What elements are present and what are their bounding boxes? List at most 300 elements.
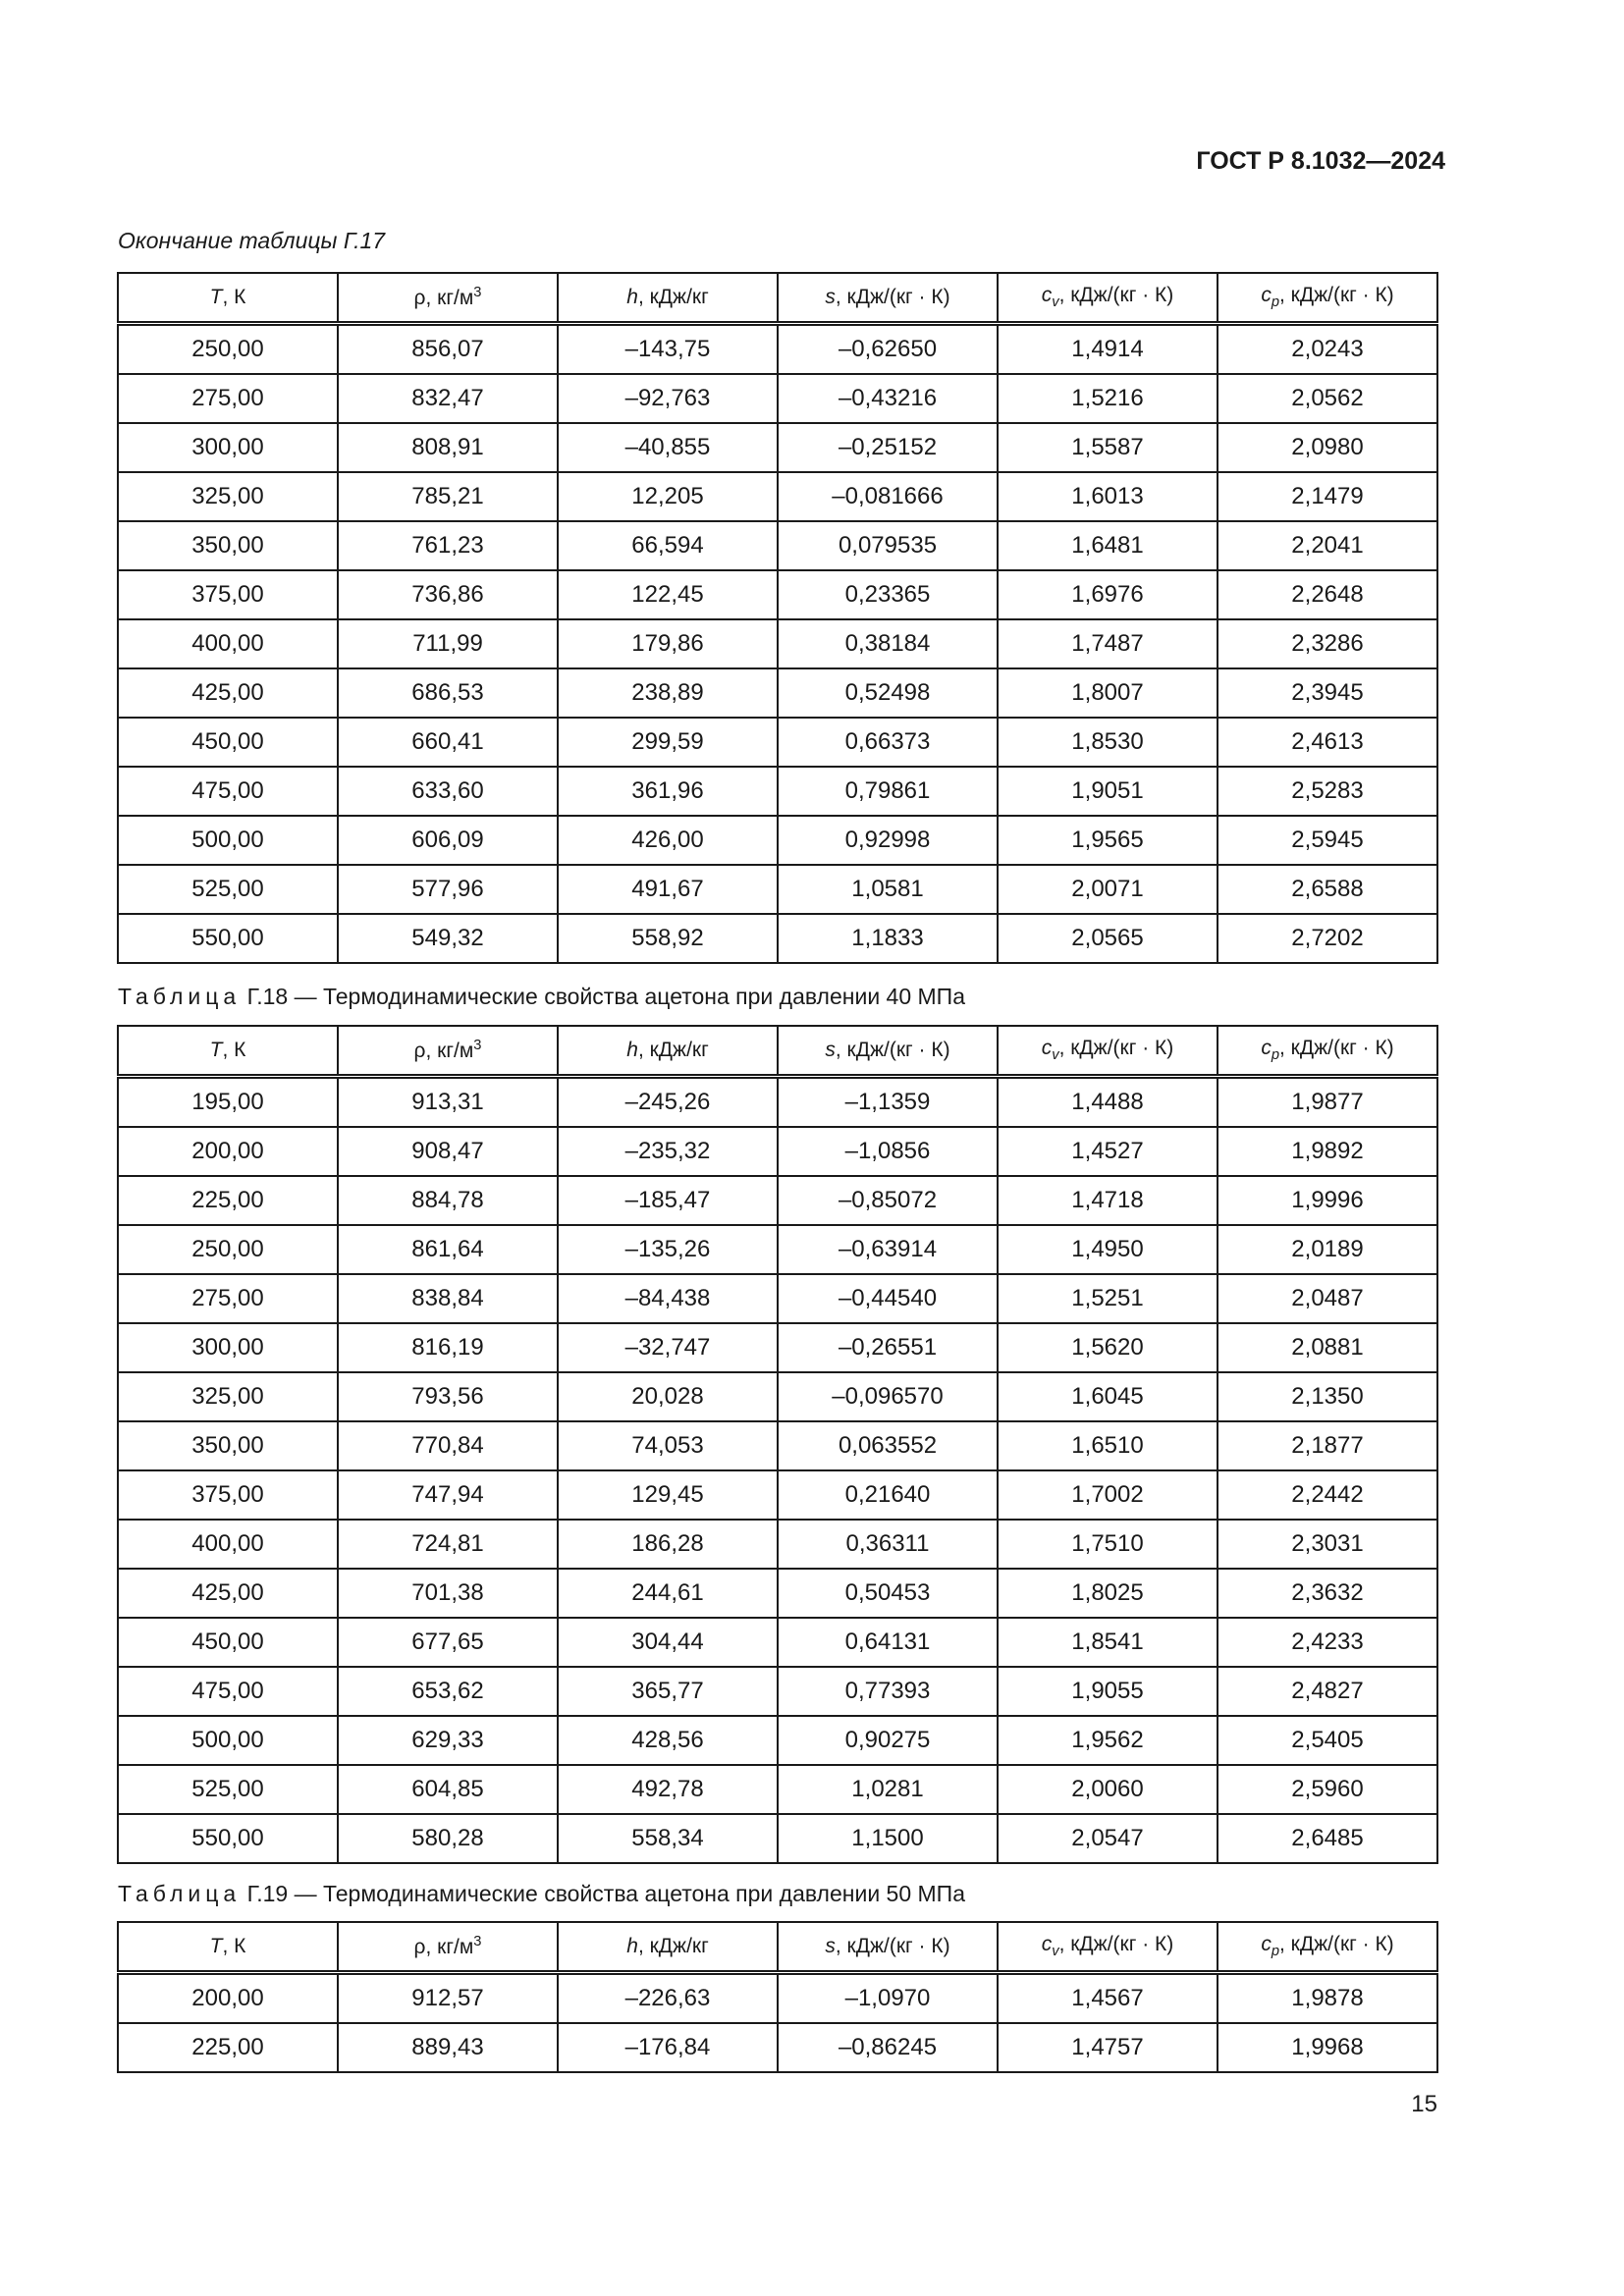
cell-cv: 1,6481 [998, 521, 1218, 570]
column-header-h [558, 1922, 778, 1973]
cell-cv: 1,5216 [998, 374, 1218, 423]
subscript: p [1271, 294, 1279, 311]
cell-h: 299,59 [558, 718, 778, 767]
cell-cp: 2,1350 [1218, 1372, 1437, 1421]
cell-s: 1,1833 [778, 914, 998, 963]
table-row [118, 1127, 1437, 1176]
table-header [118, 1026, 1437, 1077]
column-header-s [778, 273, 998, 324]
unit: , кДж/(кг · К) [835, 1039, 950, 1061]
cell-h: 129,45 [558, 1470, 778, 1520]
column-header-cp [1218, 1922, 1437, 1973]
cell-cp: 2,0980 [1218, 423, 1437, 472]
cell-cv: 1,8007 [998, 668, 1218, 718]
cell-cp: 2,0243 [1218, 324, 1437, 375]
cell-cv: 1,8025 [998, 1569, 1218, 1618]
cell-cv: 1,6510 [998, 1421, 1218, 1470]
cell-cv: 1,4527 [998, 1127, 1218, 1176]
cell-rho: 912,57 [338, 1973, 558, 2024]
superscript: 3 [473, 285, 482, 300]
cell-T: 350,00 [118, 1421, 338, 1470]
cell-h: 428,56 [558, 1716, 778, 1765]
cell-h: 20,028 [558, 1372, 778, 1421]
cell-cp: 1,9878 [1218, 1973, 1437, 2024]
cell-cp: 2,4827 [1218, 1667, 1437, 1716]
cell-T: 300,00 [118, 1323, 338, 1372]
cell-cp: 2,6485 [1218, 1814, 1437, 1863]
superscript: 3 [473, 1934, 482, 1949]
cell-cp: 2,3286 [1218, 619, 1437, 668]
cell-rho: 747,94 [338, 1470, 558, 1520]
cell-cv: 1,9562 [998, 1716, 1218, 1765]
symbol: ρ [413, 1040, 426, 1062]
cell-cv: 1,6976 [998, 570, 1218, 619]
cell-cv: 2,0565 [998, 914, 1218, 963]
cell-cp: 2,3632 [1218, 1569, 1437, 1618]
cell-cv: 1,7487 [998, 619, 1218, 668]
table-row [118, 1323, 1437, 1372]
unit: , К [222, 1935, 246, 1957]
cell-rho: 606,09 [338, 816, 558, 865]
subscript: p [1271, 1047, 1279, 1064]
symbol: c [1261, 1933, 1272, 1956]
unit: , кДж/(кг · К) [1278, 1037, 1394, 1060]
cell-cv: 2,0547 [998, 1814, 1218, 1863]
cell-T: 475,00 [118, 1667, 338, 1716]
cell-s: –0,096570 [778, 1372, 998, 1421]
cell-T: 525,00 [118, 865, 338, 914]
cell-cp: 2,4233 [1218, 1618, 1437, 1667]
cell-cv: 2,0060 [998, 1765, 1218, 1814]
cell-rho: 736,86 [338, 570, 558, 619]
cell-h: –84,438 [558, 1274, 778, 1323]
symbol: c [1041, 284, 1053, 307]
cell-cv: 1,4567 [998, 1973, 1218, 2024]
cell-cp: 2,3945 [1218, 668, 1437, 718]
table-row [118, 2023, 1437, 2072]
symbol: h [626, 286, 638, 308]
table-row [118, 1225, 1437, 1274]
cell-cp: 2,7202 [1218, 914, 1437, 963]
cell-s: 0,50453 [778, 1569, 998, 1618]
cell-T: 195,00 [118, 1077, 338, 1128]
table-row [118, 1765, 1437, 1814]
table-row [118, 1814, 1437, 1863]
column-header-T [118, 1026, 338, 1077]
superscript: 3 [473, 1038, 482, 1053]
cell-rho: 701,38 [338, 1569, 558, 1618]
table-row [118, 718, 1437, 767]
table-body [118, 324, 1437, 964]
cell-s: –0,26551 [778, 1323, 998, 1372]
unit: , кДж/кг [637, 286, 709, 308]
cell-T: 375,00 [118, 570, 338, 619]
cell-cv: 1,8541 [998, 1618, 1218, 1667]
cell-s: 1,0581 [778, 865, 998, 914]
cell-rho: 856,07 [338, 324, 558, 375]
cell-h: 558,92 [558, 914, 778, 963]
table-title: Г.19 — Термодинамические свойства ацетона при давлении 50 МПа [246, 1881, 966, 1906]
table-header [118, 1922, 1437, 1973]
table-label: Таблица [118, 1881, 242, 1906]
cell-T: 550,00 [118, 1814, 338, 1863]
cell-s: 0,66373 [778, 718, 998, 767]
table-row [118, 1667, 1437, 1716]
unit: , кДж/(кг · К) [1278, 284, 1394, 307]
cell-rho: 686,53 [338, 668, 558, 718]
table-title: Г.18 — Термодинамические свойства ацетона при давлении 40 МПа [246, 984, 966, 1009]
cell-cv: 1,8530 [998, 718, 1218, 767]
cell-cv: 1,4950 [998, 1225, 1218, 1274]
unit: , кДж/(кг · К) [1058, 1933, 1174, 1956]
unit: , К [222, 1039, 246, 1061]
cell-T: 425,00 [118, 1569, 338, 1618]
cell-s: –0,62650 [778, 324, 998, 375]
column-header-h [558, 1026, 778, 1077]
column-header-cp [1218, 273, 1437, 324]
table-g19 [117, 1921, 1438, 2073]
unit: , кДж/(кг · К) [1278, 1933, 1394, 1956]
table-row [118, 1077, 1437, 1128]
cell-h: 179,86 [558, 619, 778, 668]
cell-s: 1,0281 [778, 1765, 998, 1814]
cell-T: 375,00 [118, 1470, 338, 1520]
cell-T: 550,00 [118, 914, 338, 963]
cell-h: –40,855 [558, 423, 778, 472]
cell-cv: 1,4488 [998, 1077, 1218, 1128]
cell-s: 0,92998 [778, 816, 998, 865]
table-row [118, 1716, 1437, 1765]
cell-T: 475,00 [118, 767, 338, 816]
column-header-cv [998, 273, 1218, 324]
cell-cv: 1,6013 [998, 472, 1218, 521]
cell-cv: 1,5620 [998, 1323, 1218, 1372]
cell-cp: 2,4613 [1218, 718, 1437, 767]
cell-T: 350,00 [118, 521, 338, 570]
cell-s: 0,64131 [778, 1618, 998, 1667]
cell-rho: 660,41 [338, 718, 558, 767]
symbol: h [626, 1935, 638, 1957]
table-row [118, 570, 1437, 619]
symbol: c [1041, 1933, 1053, 1956]
cell-T: 225,00 [118, 1176, 338, 1225]
column-header-h [558, 273, 778, 324]
symbol: T [209, 1935, 223, 1957]
cell-rho: 604,85 [338, 1765, 558, 1814]
cell-T: 450,00 [118, 718, 338, 767]
column-header-cv [998, 1922, 1218, 1973]
symbol: s [825, 1935, 836, 1957]
unit: , кДж/кг [637, 1935, 709, 1957]
table-g17 [117, 272, 1438, 964]
cell-s: –1,0970 [778, 1973, 998, 2024]
table-row [118, 767, 1437, 816]
unit: , К [222, 286, 246, 308]
cell-h: 66,594 [558, 521, 778, 570]
cell-T: 325,00 [118, 472, 338, 521]
unit: , кДж/(кг · К) [835, 286, 950, 308]
table-row [118, 423, 1437, 472]
cell-rho: 908,47 [338, 1127, 558, 1176]
cell-rho: 580,28 [338, 1814, 558, 1863]
column-header-rho [338, 273, 558, 324]
cell-h: 361,96 [558, 767, 778, 816]
cell-h: 244,61 [558, 1569, 778, 1618]
cell-T: 200,00 [118, 1127, 338, 1176]
cell-s: –0,25152 [778, 423, 998, 472]
cell-rho: 711,99 [338, 619, 558, 668]
table-body [118, 1973, 1437, 2073]
unit: , кДж/кг [637, 1039, 709, 1061]
cell-cv: 1,7002 [998, 1470, 1218, 1520]
table-label: Таблица [118, 984, 242, 1009]
cell-cp: 2,6588 [1218, 865, 1437, 914]
symbol: s [825, 1039, 836, 1061]
cell-cp: 2,0487 [1218, 1274, 1437, 1323]
page-number: 15 [1411, 2091, 1437, 2117]
cell-s: –1,1359 [778, 1077, 998, 1128]
table-row [118, 914, 1437, 963]
cell-rho: 884,78 [338, 1176, 558, 1225]
cell-rho: 838,84 [338, 1274, 558, 1323]
cell-cp: 1,9892 [1218, 1127, 1437, 1176]
cell-T: 275,00 [118, 374, 338, 423]
cell-cv: 2,0071 [998, 865, 1218, 914]
symbol: c [1261, 1037, 1272, 1060]
cell-cp: 2,5945 [1218, 816, 1437, 865]
cell-cp: 2,1479 [1218, 472, 1437, 521]
unit: , кДж/(кг · К) [1058, 284, 1174, 307]
table17-caption: Окончание таблицы Г.17 [118, 228, 386, 253]
unit: , кДж/(кг · К) [835, 1935, 950, 1957]
cell-h: –135,26 [558, 1225, 778, 1274]
cell-T: 400,00 [118, 619, 338, 668]
cell-h: 426,00 [558, 816, 778, 865]
cell-cp: 1,9968 [1218, 2023, 1437, 2072]
cell-h: 186,28 [558, 1520, 778, 1569]
cell-rho: 577,96 [338, 865, 558, 914]
cell-h: –245,26 [558, 1077, 778, 1128]
column-header-rho [338, 1026, 558, 1077]
cell-rho: 832,47 [338, 374, 558, 423]
cell-rho: 549,32 [338, 914, 558, 963]
cell-T: 300,00 [118, 423, 338, 472]
cell-rho: 816,19 [338, 1323, 558, 1372]
cell-rho: 808,91 [338, 423, 558, 472]
cell-s: 0,79861 [778, 767, 998, 816]
symbol: ρ [413, 287, 426, 309]
table-row [118, 668, 1437, 718]
cell-rho: 793,56 [338, 1372, 558, 1421]
cell-T: 250,00 [118, 324, 338, 375]
cell-h: –226,63 [558, 1973, 778, 2024]
cell-cv: 1,4914 [998, 324, 1218, 375]
cell-s: 0,21640 [778, 1470, 998, 1520]
cell-T: 225,00 [118, 2023, 338, 2072]
cell-s: 0,77393 [778, 1667, 998, 1716]
cell-cp: 2,1877 [1218, 1421, 1437, 1470]
cell-rho: 785,21 [338, 472, 558, 521]
symbol: c [1261, 284, 1272, 307]
cell-T: 250,00 [118, 1225, 338, 1274]
cell-h: 492,78 [558, 1765, 778, 1814]
column-header-T [118, 273, 338, 324]
cell-rho: 861,64 [338, 1225, 558, 1274]
column-header-s [778, 1922, 998, 1973]
cell-s: 0,23365 [778, 570, 998, 619]
cell-T: 325,00 [118, 1372, 338, 1421]
cell-cv: 1,7510 [998, 1520, 1218, 1569]
cell-rho: 653,62 [338, 1667, 558, 1716]
header-row [118, 273, 1437, 324]
symbol: s [825, 286, 836, 308]
cell-s: 0,079535 [778, 521, 998, 570]
cell-s: –0,43216 [778, 374, 998, 423]
cell-T: 500,00 [118, 816, 338, 865]
cell-rho: 889,43 [338, 2023, 558, 2072]
column-header-T [118, 1922, 338, 1973]
table-row [118, 374, 1437, 423]
table-row [118, 1618, 1437, 1667]
cell-T: 425,00 [118, 668, 338, 718]
cell-h: 491,67 [558, 865, 778, 914]
cell-s: 0,52498 [778, 668, 998, 718]
cell-cv: 1,5251 [998, 1274, 1218, 1323]
table19-caption [118, 1881, 965, 1907]
cell-cp: 1,9996 [1218, 1176, 1437, 1225]
cell-h: 558,34 [558, 1814, 778, 1863]
symbol: c [1041, 1037, 1053, 1060]
table-row [118, 816, 1437, 865]
cell-cv: 1,5587 [998, 423, 1218, 472]
cell-cv: 1,6045 [998, 1372, 1218, 1421]
table-row [118, 1421, 1437, 1470]
table-g18 [117, 1025, 1438, 1864]
cell-h: 304,44 [558, 1618, 778, 1667]
table-row [118, 1372, 1437, 1421]
cell-s: 0,063552 [778, 1421, 998, 1470]
cell-cp: 2,0881 [1218, 1323, 1437, 1372]
unit: , кг/м [425, 1936, 474, 1958]
subscript: p [1271, 1944, 1279, 1960]
cell-T: 525,00 [118, 1765, 338, 1814]
cell-h: –32,747 [558, 1323, 778, 1372]
cell-s: –0,63914 [778, 1225, 998, 1274]
cell-s: 0,38184 [778, 619, 998, 668]
cell-cv: 1,4718 [998, 1176, 1218, 1225]
cell-s: 0,90275 [778, 1716, 998, 1765]
table-row [118, 619, 1437, 668]
cell-h: 122,45 [558, 570, 778, 619]
cell-h: –235,32 [558, 1127, 778, 1176]
table-row [118, 324, 1437, 375]
cell-cp: 2,2648 [1218, 570, 1437, 619]
header-row [118, 1026, 1437, 1077]
cell-T: 400,00 [118, 1520, 338, 1569]
subscript: v [1052, 1944, 1059, 1960]
table-row [118, 1520, 1437, 1569]
cell-s: –0,85072 [778, 1176, 998, 1225]
cell-h: 238,89 [558, 668, 778, 718]
cell-h: 12,205 [558, 472, 778, 521]
cell-T: 500,00 [118, 1716, 338, 1765]
cell-s: 0,36311 [778, 1520, 998, 1569]
cell-s: –0,44540 [778, 1274, 998, 1323]
cell-h: 365,77 [558, 1667, 778, 1716]
cell-cp: 2,3031 [1218, 1520, 1437, 1569]
table-row [118, 1470, 1437, 1520]
symbol: T [209, 1039, 223, 1061]
cell-rho: 761,23 [338, 521, 558, 570]
symbol: h [626, 1039, 638, 1061]
cell-T: 200,00 [118, 1973, 338, 2024]
cell-rho: 677,65 [338, 1618, 558, 1667]
cell-cp: 2,0562 [1218, 374, 1437, 423]
cell-cv: 1,9051 [998, 767, 1218, 816]
subscript: v [1052, 1047, 1059, 1064]
document-code: ГОСТ Р 8.1032—2024 [1196, 147, 1445, 175]
cell-cp: 2,2041 [1218, 521, 1437, 570]
cell-s: –0,081666 [778, 472, 998, 521]
cell-s: 1,1500 [778, 1814, 998, 1863]
unit: , кДж/(кг · К) [1058, 1037, 1174, 1060]
table-body [118, 1077, 1437, 1864]
cell-h: –92,763 [558, 374, 778, 423]
cell-cp: 2,5405 [1218, 1716, 1437, 1765]
table18-caption [118, 984, 965, 1010]
unit: , кг/м [425, 1040, 474, 1062]
cell-cp: 2,5283 [1218, 767, 1437, 816]
table-row [118, 472, 1437, 521]
table-row [118, 1569, 1437, 1618]
symbol: ρ [413, 1936, 426, 1958]
cell-s: –1,0856 [778, 1127, 998, 1176]
column-header-cp [1218, 1026, 1437, 1077]
table-row [118, 865, 1437, 914]
symbol: T [209, 286, 223, 308]
header-row [118, 1922, 1437, 1973]
cell-rho: 724,81 [338, 1520, 558, 1569]
cell-rho: 913,31 [338, 1077, 558, 1128]
column-header-rho [338, 1922, 558, 1973]
table-row [118, 1176, 1437, 1225]
cell-cp: 2,0189 [1218, 1225, 1437, 1274]
subscript: v [1052, 294, 1059, 311]
cell-cv: 1,4757 [998, 2023, 1218, 2072]
table-row [118, 521, 1437, 570]
cell-rho: 770,84 [338, 1421, 558, 1470]
cell-cp: 2,2442 [1218, 1470, 1437, 1520]
cell-cv: 1,9055 [998, 1667, 1218, 1716]
table-row [118, 1973, 1437, 2024]
cell-cp: 2,5960 [1218, 1765, 1437, 1814]
cell-T: 275,00 [118, 1274, 338, 1323]
column-header-s [778, 1026, 998, 1077]
cell-rho: 633,60 [338, 767, 558, 816]
cell-cv: 1,9565 [998, 816, 1218, 865]
table-header [118, 273, 1437, 324]
table-row [118, 1274, 1437, 1323]
cell-T: 450,00 [118, 1618, 338, 1667]
cell-h: –185,47 [558, 1176, 778, 1225]
cell-h: –176,84 [558, 2023, 778, 2072]
cell-h: –143,75 [558, 324, 778, 375]
unit: , кг/м [425, 287, 474, 309]
cell-s: –0,86245 [778, 2023, 998, 2072]
cell-rho: 629,33 [338, 1716, 558, 1765]
cell-h: 74,053 [558, 1421, 778, 1470]
column-header-cv [998, 1026, 1218, 1077]
